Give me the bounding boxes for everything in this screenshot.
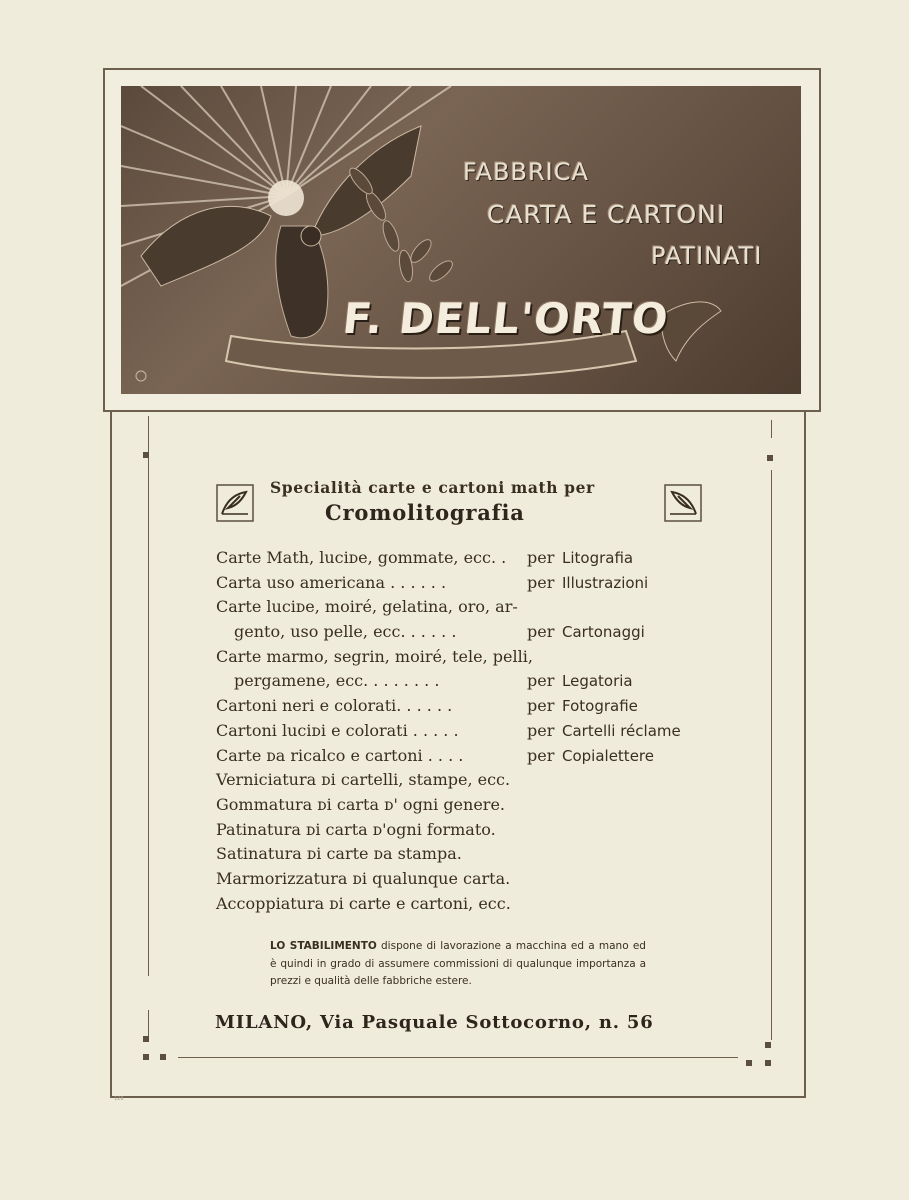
corner-ornament-square	[746, 1060, 752, 1066]
left-rule-lower	[148, 1010, 149, 1038]
product-description: Carte Math, luciᴅe, gommate, ecc. .	[216, 548, 507, 567]
product-per: per	[527, 622, 555, 642]
product-use: Legatoria	[562, 672, 633, 691]
product-description: Cartoni neri e colorati. . . . . .	[216, 696, 453, 716]
corner-ornament-square	[143, 1054, 149, 1060]
corner-ornament-square	[160, 1054, 166, 1060]
banner-line-patinati: PATINATI	[651, 242, 763, 270]
product-use: Illustrazioni	[562, 573, 649, 592]
product-use: Litografia	[562, 549, 634, 567]
right-rule-top	[771, 420, 772, 438]
corner-ornament-square	[767, 455, 773, 461]
product-per: per	[527, 548, 555, 567]
product-description: gento, uso pelle, ecc. . . . . .	[234, 622, 457, 642]
corner-ornament-square	[143, 1036, 149, 1042]
product-description: Carte marmo, segrin, moiré, tele, pelli,	[216, 646, 533, 666]
product-use: Cartonaggi	[562, 623, 645, 642]
product-description: pergamene, ecc. . . . . . . .	[234, 671, 440, 691]
note-body: dispone di lavorazione a macchina ed a mano ed è quindi in grado di assumere commissioni di qualunque importanza a prezzi e qualità delle fabbriche estere.	[270, 940, 646, 987]
product-description: Marmorizzatura ᴅi qualunque carta.	[216, 868, 511, 888]
product-per: per	[527, 745, 555, 765]
right-rule	[771, 470, 772, 1040]
product-description: Patinatura ᴅi carta ᴅ'ogni formato.	[216, 819, 496, 839]
product-use: Cartelli réclame	[562, 721, 681, 740]
factory-note	[270, 938, 646, 991]
product-per: per	[527, 696, 555, 716]
corner-ornament-square	[765, 1042, 771, 1048]
product-description: Carte luciᴅe, moiré, gelatina, oro, ar-	[216, 597, 518, 617]
eagle-sunrise-icon	[121, 86, 801, 394]
cromolitografia-heading: Cromolitografia	[325, 500, 525, 525]
banner-illustration	[121, 86, 801, 394]
product-description: Carte ᴅa ricalco e cartoni . . . .	[216, 745, 464, 765]
printer-mark: 128	[114, 1096, 124, 1102]
leaf-ornament-icon	[216, 484, 254, 522]
banner-line-carta-cartoni: CARTA E CARTONI	[487, 200, 726, 229]
brand-name: F. DELL'ORTO	[340, 294, 672, 343]
product-per: per	[527, 671, 555, 691]
product-use: Fotografie	[562, 697, 638, 716]
product-description: Satinatura ᴅi carte ᴅa stampa.	[216, 844, 462, 864]
banner-line-fabbrica: FABBRICA	[463, 158, 589, 186]
product-description: Cartoni luciᴅi e colorati . . . . .	[216, 720, 459, 740]
leaf-ornament-icon	[664, 484, 702, 522]
product-use: Copialettere	[562, 746, 654, 765]
note-lead: LO STABILIMENTO	[270, 940, 377, 952]
corner-ornament-square	[143, 452, 149, 458]
product-description: Gommatura ᴅi carta ᴅ' ogni genere.	[216, 794, 505, 814]
specialty-heading: Specialità carte e cartoni math per	[270, 478, 595, 497]
product-per: per	[527, 720, 555, 740]
product-description: Carta uso americana . . . . . .	[216, 572, 447, 592]
left-rule	[148, 416, 149, 976]
product-per: per	[527, 572, 555, 592]
address: MILANO, Via Pasquale Sottocorno, n. 56	[215, 1012, 654, 1033]
corner-ornament-square	[765, 1060, 771, 1066]
product-description: Verniciatura ᴅi cartelli, stampe, ecc.	[216, 770, 511, 790]
bottom-rule	[178, 1057, 738, 1058]
product-description: Accoppiatura ᴅi carte e cartoni, ecc.	[216, 893, 511, 913]
